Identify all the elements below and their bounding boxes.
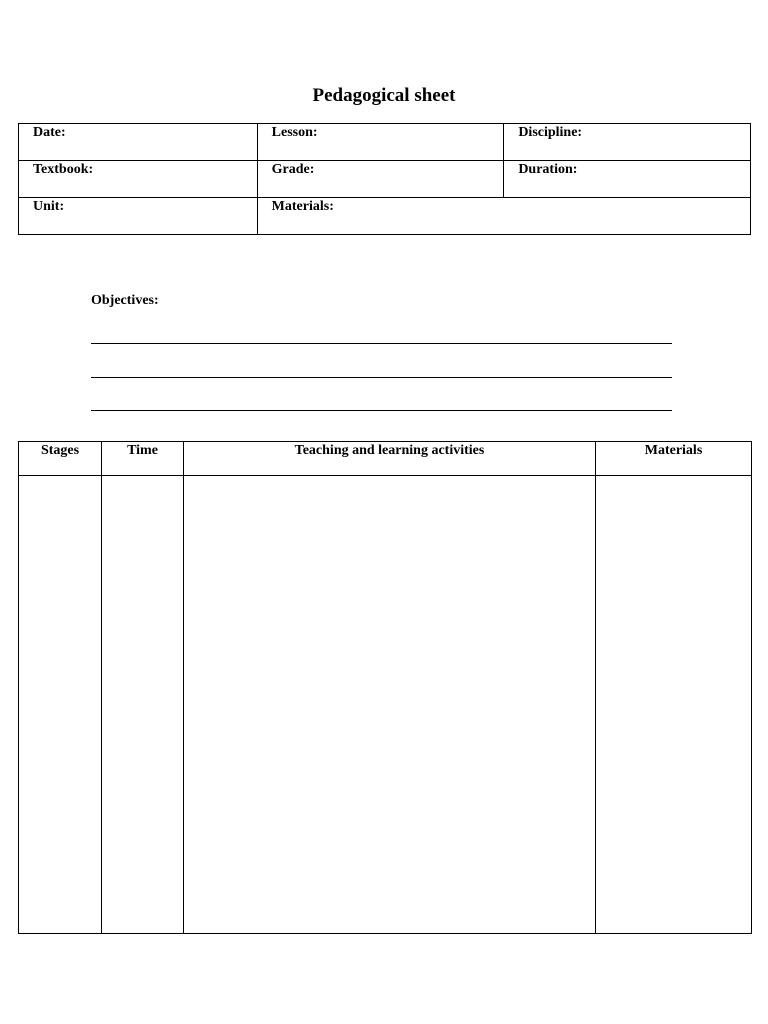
info-row-2	[19, 161, 751, 198]
lesson-info-table	[18, 123, 751, 235]
objective-line[interactable]	[91, 410, 672, 411]
materials-header: Materials	[596, 442, 752, 476]
activities-table	[18, 441, 752, 934]
lesson-field[interactable]: Lesson:	[257, 124, 504, 161]
info-row-3	[19, 198, 751, 235]
objective-line[interactable]	[91, 343, 672, 344]
unit-field[interactable]: Unit:	[19, 198, 258, 235]
textbook-field[interactable]: Textbook:	[19, 161, 258, 198]
time-header: Time	[102, 442, 184, 476]
time-cell[interactable]	[102, 476, 184, 934]
materials-field[interactable]: Materials:	[257, 198, 750, 235]
activities-cell[interactable]	[184, 476, 596, 934]
grade-field[interactable]: Grade:	[257, 161, 504, 198]
activities-header: Teaching and learning activities	[184, 442, 596, 476]
objective-line[interactable]	[91, 377, 672, 378]
discipline-field[interactable]: Discipline:	[504, 124, 751, 161]
stages-header: Stages	[19, 442, 102, 476]
materials-cell[interactable]	[596, 476, 752, 934]
page-title: Pedagogical sheet	[312, 85, 456, 106]
duration-field[interactable]: Duration:	[504, 161, 751, 198]
objectives-label: Objectives:	[91, 293, 159, 308]
date-field[interactable]: Date:	[19, 124, 258, 161]
activities-body-row	[19, 476, 752, 934]
activities-header-row	[19, 442, 752, 476]
info-row-1	[19, 124, 751, 161]
stages-cell[interactable]	[19, 476, 102, 934]
